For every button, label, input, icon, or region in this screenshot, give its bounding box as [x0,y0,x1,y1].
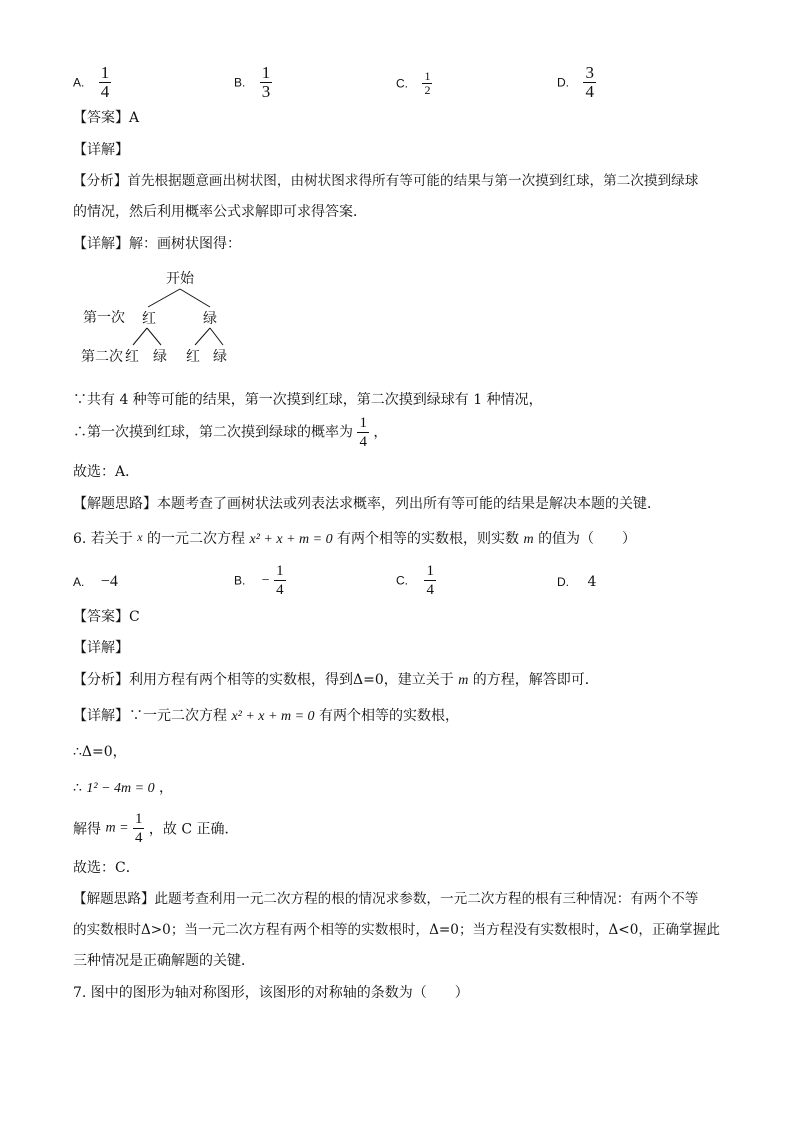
tree-row1-label: 第一次 [83,310,125,326]
q7-stem: 7. 图中的图形为轴对称图形，该图形的对称轴的条数为（ ） [73,985,469,1001]
fraction: $\frac{1}{4}$ [276,563,284,598]
option-label: D. [557,575,569,589]
q6-equation-line: ∴ 1² − 4m = 0 ， [73,780,174,796]
fraction: $\frac{1}{2}$ [424,69,431,97]
option-label: C. [396,573,408,588]
q6-thinking-line-3: 三种情况是正确解题的关键． [73,953,255,969]
q6-delta-line: ∴Δ=0， [73,744,127,760]
q5-answer: 【答案】A [73,110,140,126]
option-label: D. [557,75,569,90]
option-label: B. [234,75,246,90]
tree-branch [195,328,210,345]
tree-diagram [73,265,243,370]
tree-branch [148,289,180,307]
option-label: B. [234,573,246,588]
q5-thinking: 【解题思路】本题考查了画树状法或列表法求概率，列出所有等可能的结果是解决本题的关键． [73,496,661,512]
tree-node-red: 红 [142,311,156,327]
q5-solution-intro: 【详解】解：画树状图得： [73,236,241,252]
tree-leaf-green: 绿 [153,349,167,365]
q6-option-c [396,562,436,599]
q5-option-c [396,70,432,97]
tree-row2-label: 第二次 [81,349,123,365]
q5-analysis-line-2: 的情况，然后利用概率公式求解即可求得答案． [73,204,367,220]
q5-option-d [557,64,596,101]
q5-therefore-line: ∴第一次摸到红球，第二次摸到绿球的概率为 $\frac{1}{4}$ ， [73,415,388,450]
fraction: $\frac{1}{4}$ [134,811,143,846]
option-label: C. [396,76,408,91]
fraction: $\frac{1}{4}$ [100,63,110,101]
q6-option-d: D. 4 [557,574,597,590]
fraction: $\frac{1}{3}$ [261,63,271,101]
q6-answer: 【答案】C [73,609,140,625]
tree-leaf-red: 红 [125,349,139,365]
q6-analysis: 【分析】利用方程有两个相等的实数根，得到Δ=0，建立关于 m 的方程，解答即可． [73,672,599,688]
q5-analysis-line-1: 【分析】首先根据题意画出树状图，由树状图求得所有等可能的结果与第一次摸到红球，第二次摸到绿球 [73,173,699,189]
q5-detail-heading: 【详解】 [73,142,129,158]
fraction: $\frac{1}{4}$ [359,415,367,450]
tree-branch [180,289,210,307]
tree-node-green: 绿 [203,311,217,327]
q6-option-a: A. −4 [73,573,118,590]
q6-solve-line: 解得 m = $\frac{1}{4}$ ，故 C 正确． [73,811,239,846]
q5-option-a [73,64,111,101]
tree-branch [210,328,223,345]
q6-stem: 6. 若关于 x 的一元二次方程 x² + x + m = 0 有两个相等的实数根，则实数 m 的值为（ ） [73,530,637,547]
q5-option-b [234,64,272,101]
option-label: A. [73,75,85,90]
q5-because-line: ∵共有 4 种等可能的结果，第一次摸到红球，第二次摸到绿球有 1 种情况， [73,392,543,408]
tree-leaf-red: 红 [186,349,200,365]
q6-detail-heading: 【详解】 [73,640,129,656]
q6-option-b: B. − $\frac{1}{4}$ [234,563,284,598]
fraction: $\frac{3}{4}$ [585,63,594,101]
tree-branch [147,328,161,345]
tree-branch [133,328,147,345]
option-label: A. [73,575,85,589]
q6-detail: 【详解】∵一元二次方程 x² + x + m = 0 有两个相等的实数根， [73,708,459,724]
q6-thinking-line-2: 的实数根时Δ>0；当一元二次方程有两个相等的实数根时，Δ=0；当方程没有实数根时，Δ<0，正确掌握此 [73,922,720,938]
q5-choose: 故选：A． [73,464,140,480]
tree-start: 开始 [166,271,194,287]
q6-choose: 故选：C． [73,860,140,876]
tree-leaf-green: 绿 [213,349,227,365]
fraction: $\frac{1}{4}$ [426,563,434,598]
q6-thinking-line-1: 【解题思路】此题考查利用一元二次方程的根的情况求参数，一元二次方程的根有三种情况：有两个不等 [73,891,699,907]
